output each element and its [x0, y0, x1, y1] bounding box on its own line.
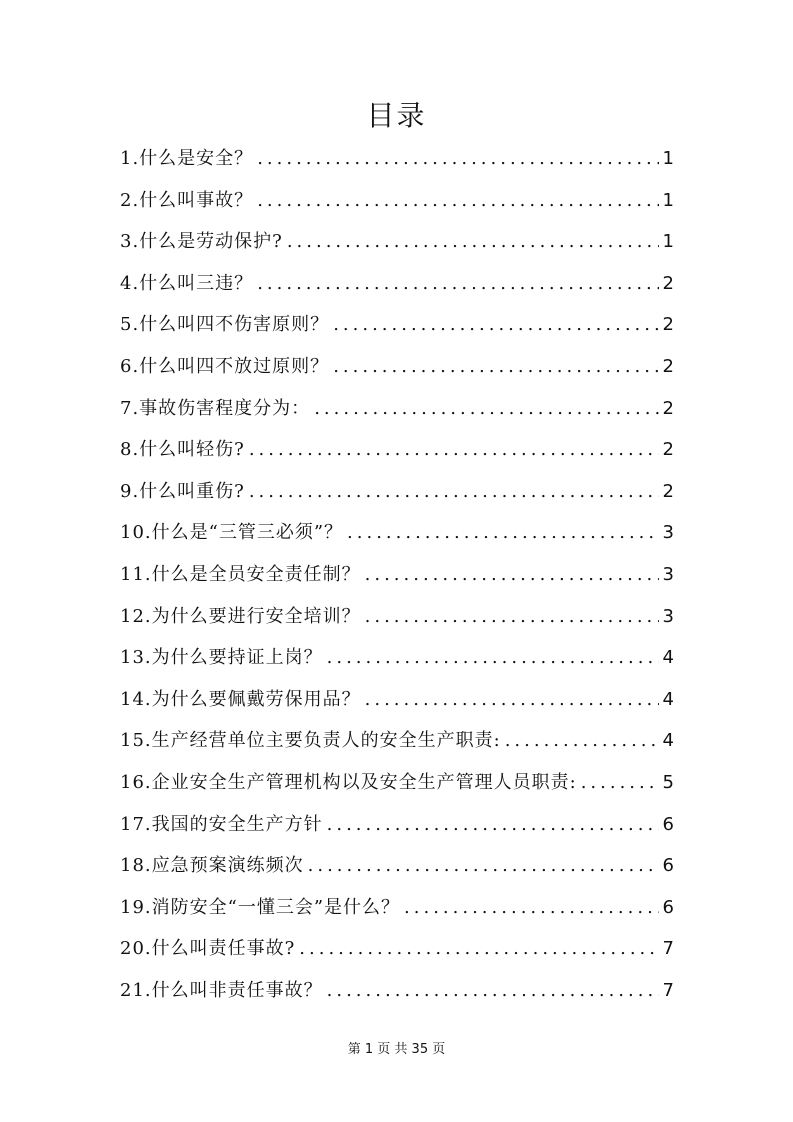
- toc-dot-leader: [347, 512, 659, 554]
- toc-entry-15[interactable]: [120, 720, 674, 762]
- toc-entry-label: 3.什么是劳动保护?: [120, 231, 283, 253]
- page-footer: 第 1 页 共 35 页: [347, 1042, 446, 1057]
- toc-entry-19[interactable]: [120, 887, 674, 929]
- toc-entry-label: 19.消防安全“一懂三会”是什么？: [120, 896, 401, 918]
- toc-entry-5[interactable]: [120, 304, 674, 346]
- toc-entry-9[interactable]: [120, 471, 674, 513]
- toc-entry-page: 6: [662, 813, 674, 835]
- toc-entry-page: 2: [662, 439, 674, 461]
- toc-entry-label: 13.为什么要持证上岗？: [120, 647, 323, 669]
- toc-entry-page: 6: [662, 896, 674, 918]
- toc-dot-leader: [365, 554, 659, 596]
- toc-dot-leader: [249, 471, 659, 513]
- toc-entry-page: 6: [662, 855, 674, 877]
- toc-entry-page: 3: [662, 522, 674, 544]
- toc-dot-leader: [257, 138, 658, 180]
- toc-dot-leader: [333, 346, 658, 388]
- toc-entry-7[interactable]: [120, 388, 674, 430]
- toc-entry-page: 7: [662, 938, 674, 960]
- table-of-contents: [120, 138, 674, 1011]
- toc-entry-17[interactable]: [120, 804, 674, 846]
- toc-entry-page: 2: [662, 314, 674, 336]
- toc-entry-2[interactable]: [120, 180, 674, 222]
- toc-entry-page: 2: [662, 480, 674, 502]
- toc-dot-leader: [365, 596, 659, 638]
- toc-entry-page: 7: [662, 979, 674, 1001]
- toc-entry-label: 18.应急预案演练频次: [120, 855, 304, 877]
- toc-dot-leader: [257, 180, 658, 222]
- toc-entry-label: 11.什么是全员安全责任制？: [120, 563, 361, 585]
- toc-dot-leader: [365, 679, 659, 721]
- toc-entry-page: 3: [662, 563, 674, 585]
- page-title: 目录: [366, 99, 427, 132]
- toc-dot-leader: [327, 637, 659, 679]
- toc-entry-10[interactable]: [120, 512, 674, 554]
- toc-entry-18[interactable]: [120, 845, 674, 887]
- toc-entry-label: 8.什么叫轻伤?: [120, 439, 245, 461]
- toc-entry-page: 4: [662, 647, 674, 669]
- toc-dot-leader: [327, 804, 659, 846]
- toc-entry-label: 12.为什么要进行安全培训？: [120, 605, 361, 627]
- toc-entry-page: 2: [662, 397, 674, 419]
- toc-dot-leader: [257, 263, 658, 305]
- toc-dot-leader: [249, 429, 659, 471]
- toc-dot-leader: [287, 221, 659, 263]
- toc-entry-page: 1: [662, 148, 674, 169]
- toc-entry-label: 10.什么是“三管三必须”？: [120, 522, 344, 544]
- toc-entry-label: 14.为什么要佩戴劳保用品？: [120, 688, 361, 710]
- toc-entry-3[interactable]: [120, 221, 674, 263]
- toc-entry-8[interactable]: [120, 429, 674, 471]
- toc-entry-label: 6.什么叫四不放过原则？: [120, 355, 330, 377]
- toc-entry-14[interactable]: [120, 679, 674, 721]
- toc-dot-leader: [581, 762, 659, 804]
- toc-entry-page: 1: [662, 231, 674, 253]
- toc-entry-13[interactable]: [120, 637, 674, 679]
- toc-entry-label: 7.事故伤害程度分为：: [120, 397, 311, 419]
- toc-entry-12[interactable]: [120, 596, 674, 638]
- toc-entry-label: 5.什么叫四不伤害原则？: [120, 314, 330, 336]
- toc-dot-leader: [333, 304, 658, 346]
- toc-entry-4[interactable]: [120, 263, 674, 305]
- toc-dot-leader: [299, 928, 658, 970]
- toc-entry-11[interactable]: [120, 554, 674, 596]
- toc-entry-page: 2: [662, 272, 674, 294]
- toc-entry-label: 9.什么叫重伤?: [120, 480, 245, 502]
- toc-dot-leader: [314, 388, 658, 430]
- toc-entry-label: 20.什么叫责任事故?: [120, 938, 296, 960]
- toc-entry-page: 5: [662, 771, 674, 793]
- toc-entry-label: 1.什么是安全？: [120, 148, 254, 169]
- toc-entry-16[interactable]: [120, 762, 674, 804]
- toc-entry-page: 3: [662, 605, 674, 627]
- toc-entry-label: 17.我国的安全生产方针: [120, 813, 323, 835]
- toc-dot-leader: [308, 845, 659, 887]
- toc-dot-leader: [327, 970, 659, 1012]
- toc-dot-leader: [404, 887, 659, 929]
- toc-entry-page: 1: [662, 189, 674, 211]
- toc-entry-1[interactable]: [120, 138, 674, 180]
- toc-entry-page: 2: [662, 355, 674, 377]
- toc-dot-leader: [505, 720, 659, 762]
- toc-entry-21[interactable]: [120, 970, 674, 1012]
- toc-entry-label: 2.什么叫事故？: [120, 189, 254, 211]
- toc-entry-6[interactable]: [120, 346, 674, 388]
- toc-entry-page: 4: [662, 730, 674, 752]
- toc-entry-label: 21.什么叫非责任事故？: [120, 979, 323, 1001]
- toc-entry-label: 15.生产经营单位主要负责人的安全生产职责:: [120, 730, 501, 752]
- toc-entry-label: 16.企业安全生产管理机构以及安全生产管理人员职责:: [120, 771, 577, 793]
- toc-entry-label: 4.什么叫三违？: [120, 272, 254, 294]
- toc-entry-20[interactable]: [120, 928, 674, 970]
- toc-entry-page: 4: [662, 688, 674, 710]
